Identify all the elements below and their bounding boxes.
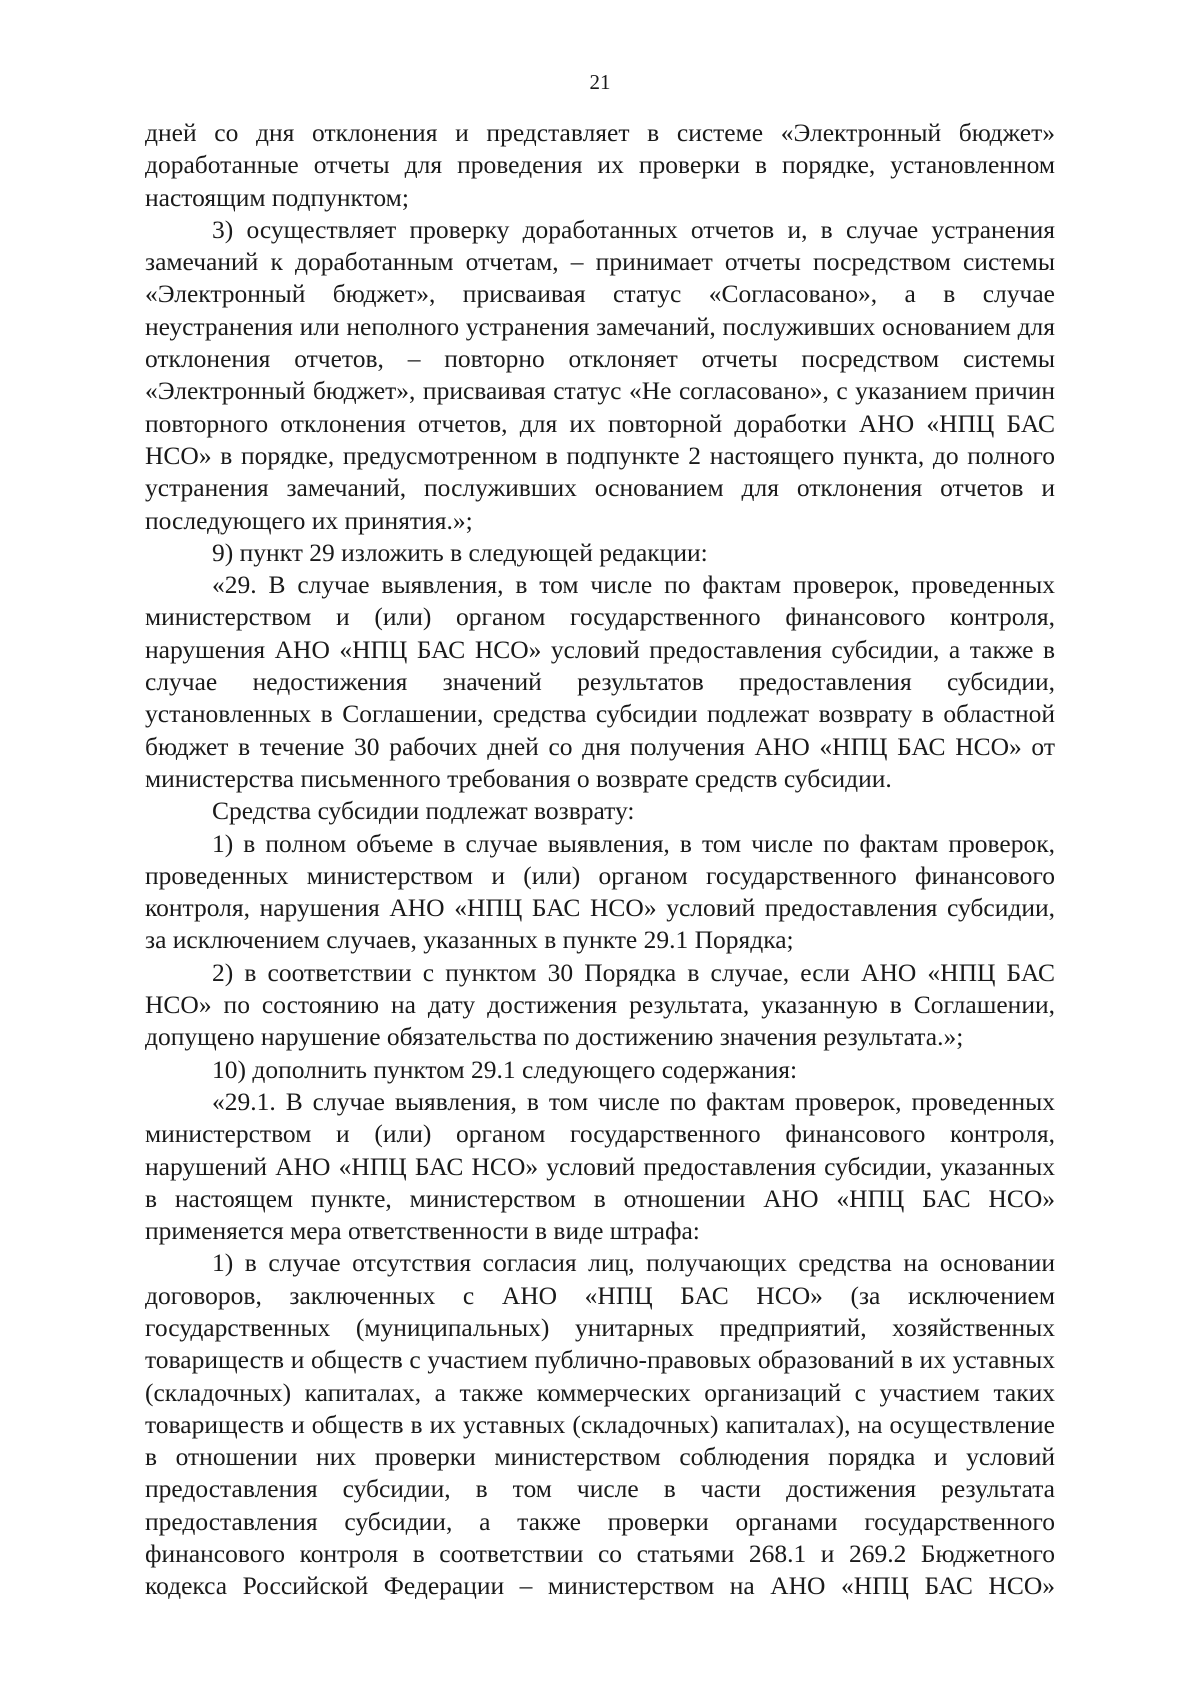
paragraph-refund-1: 1) в полном объеме в случае выявления, в том числе по фактам проверок, проведенных министерством и (или) органом государственного финансового контроля, нарушения АНО «НПЦ БАС НСО» условий предоставления субсидии, за исключением случаев, указанных в пункте 29.1 Порядка; (145, 828, 1055, 955)
paragraph-refund-2: 2) в соответствии с пунктом 30 Порядка в случае, если АНО «НПЦ БАС НСО» по состоянию на дату достижения результата, указанную в Соглашении, допущено нарушение обязательства по достижению значения результата.»; (145, 957, 1055, 1052)
paragraph-item-9: 9) пункт 29 изложить в следующей редакции: (212, 537, 708, 567)
paragraph-clause-29-1: «29.1. В случае выявления, в том числе по фактам проверок, проведенных министерством и (или) органом государственного финансового контроля, нарушений АНО «НПЦ БАС НСО» условий предоставления субсидии, указанных в настоящем пункте, министерством в отношении АНО «НПЦ БАС НСО» применяется мера ответственности в виде штрафа: (145, 1086, 1055, 1246)
paragraph-refund-intro: Средства субсидии подлежат возврату: (212, 796, 635, 826)
paragraph-item-10: 10) дополнить пунктом 29.1 следующего содержания: (212, 1054, 798, 1084)
paragraph-penalty-1: 1) в случае отсутствия согласия лиц, получающих средства на основании договоров, заключенных с АНО «НПЦ БАС НСО» (за исключением государственных (муниципальных) унитарных предприятий, хозяйственных товариществ и обществ с участием публично-правовых образований в их уставных (складочных) капиталах, а также коммерческих организаций с участием таких товариществ и обществ в их уставных (складочных) капиталах), на осуществление в отношении них проверки министерством соблюдения порядка и условий предоставления субсидии, в том числе в части достижения результата предоставления субсидии, а также проверки органами государственного финансового контроля в соответствии со статьями 268.1 и 269.2 Бюджетного кодекса Российской Федерации – министерством на АНО «НПЦ БАС НСО» (145, 1248, 1055, 1601)
page-number: 21 (589, 70, 611, 94)
document-body (145, 117, 1055, 1603)
paragraph-continuation: дней со дня отклонения и представляет в системе «Электронный бюджет» доработанные отчеты для проведения их проверки в порядке, установленном настоящим подпунктом; (145, 118, 1055, 212)
paragraph-clause-29: «29. В случае выявления, в том числе по фактам проверок, проведенных министерством и (или) органом государственного финансового контроля, нарушения АНО «НПЦ БАС НСО» условий предоставления субсидии, а также в случае недостижения значений результатов предоставления субсидии, установленных в Соглашении, средства субсидии подлежат возврату в областной бюджет в течение 30 рабочих дней со дня получения АНО «НПЦ БАС НСО» от министерства письменного требования о возврате средств субсидии. (145, 570, 1055, 793)
paragraph-subitem-3: 3) осуществляет проверку доработанных отчетов и, в случае устранения замечаний к доработанным отчетам, – принимает отчеты посредством системы «Электронный бюджет», присваивая статус «Согласовано», а в случае неустранения или неполного устранения замечаний, послуживших основанием для отклонения отчетов, – повторно отклоняет отчеты посредством системы «Электронный бюджет», присваивая статус «Не согласовано», с указанием причин повторного отклонения отчетов, для их повторной доработки АНО «НПЦ БАС НСО» в порядке, предусмотренном в подпункте 2 настоящего пункта, до полного устранения замечаний, послуживших основанием для отклонения отчетов и последующего их принятия.»; (145, 214, 1055, 535)
